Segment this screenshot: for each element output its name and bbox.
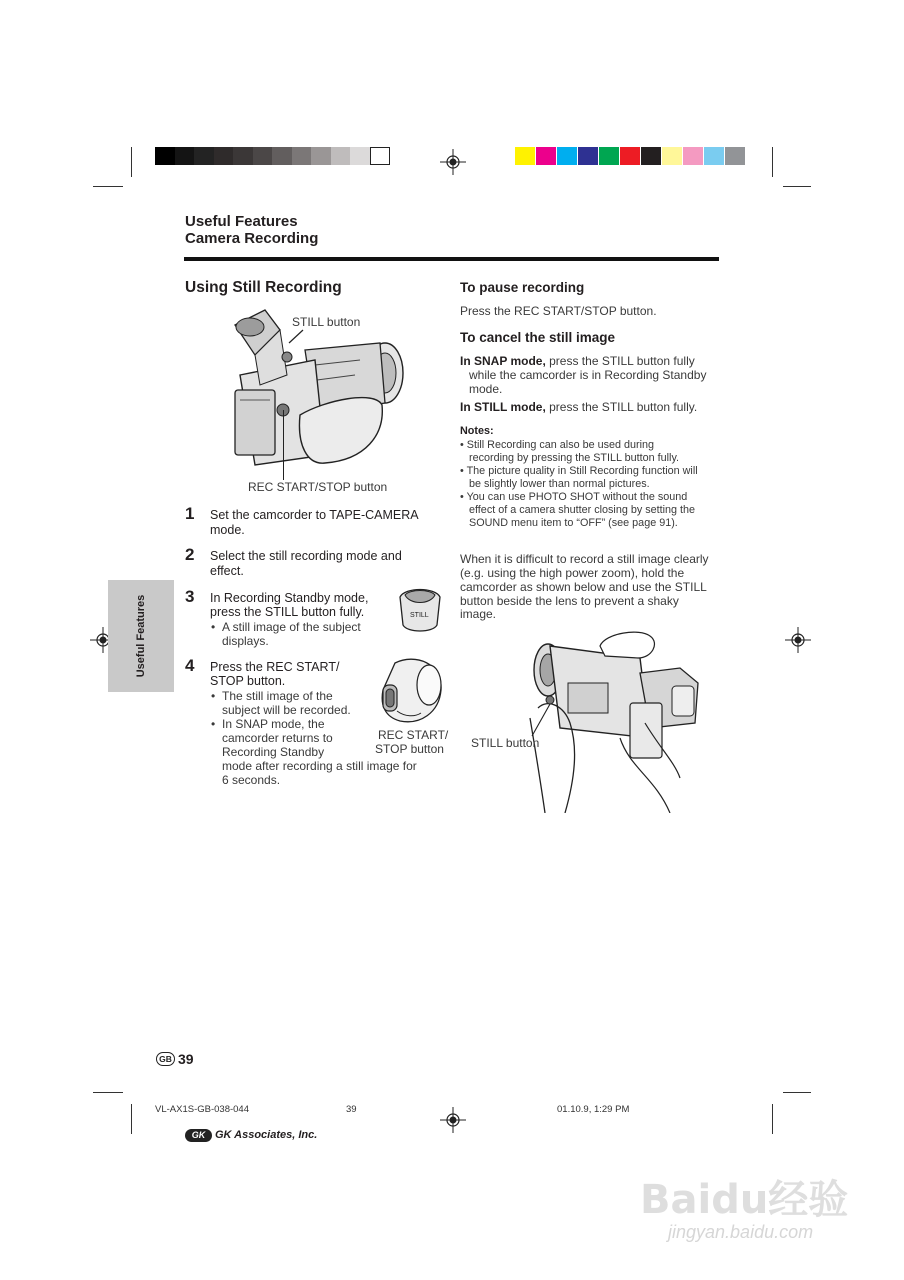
side-tab — [108, 580, 174, 692]
step-bullet: displays. — [222, 634, 269, 648]
crop-mark — [783, 1092, 811, 1093]
gray-swatch — [292, 147, 312, 165]
color-swatch — [620, 147, 640, 165]
note-line: SOUND menu item to “OFF” (see page 91). — [469, 517, 678, 529]
note-line: • The picture quality in Still Recording function will — [460, 465, 698, 477]
rec-figure-label: REC START/ — [378, 728, 449, 742]
pause-heading: To pause recording — [460, 280, 585, 295]
crop-mark — [772, 147, 773, 177]
still-key-illustration — [395, 585, 445, 635]
color-swatch — [536, 147, 556, 165]
print-datetime: 01.10.9, 1:29 PM — [557, 1104, 630, 1115]
step-bullet: mode after recording a still image for — [222, 759, 417, 773]
hands-camcorder-illustration — [520, 628, 710, 813]
paragraph-line: image. — [460, 607, 497, 621]
still-mode-text: press the STILL button fully. — [545, 400, 698, 414]
snap-mode-text: press the STILL button fully — [545, 354, 695, 368]
note-line: • You can use PHOTO SHOT without the sound — [460, 491, 688, 503]
note-line: recording by pressing the STILL button fully. — [469, 452, 680, 464]
crop-mark — [772, 1104, 773, 1134]
step-number: 3 — [185, 587, 195, 606]
step-text: STOP button. — [210, 674, 286, 688]
gray-swatch — [311, 147, 331, 165]
notes-title: Notes: — [460, 425, 494, 437]
crop-mark — [131, 147, 132, 177]
step-text: Select the still recording mode and effect. — [210, 549, 402, 578]
pause-text: Press the REC START/STOP button. — [460, 304, 657, 318]
step-text: Set the camcorder to TAPE-CAMERA mode. — [210, 508, 418, 537]
step-number: 1 — [185, 504, 195, 523]
rec-button-callout: REC START/STOP button — [248, 480, 388, 494]
bullet-dot: • — [211, 689, 216, 703]
gray-swatch — [214, 147, 234, 165]
header-rule — [184, 257, 719, 261]
color-swatch — [578, 147, 598, 165]
paragraph-line: button beside the lens to prevent a shaky — [460, 594, 679, 608]
gray-swatch — [370, 147, 390, 165]
note-line: be slightly lower than normal pictures. — [469, 478, 650, 490]
step-number: 2 — [185, 545, 195, 564]
color-swatch — [557, 147, 577, 165]
side-tab-label: Useful Features — [135, 594, 147, 678]
color-swatch — [725, 147, 745, 165]
still-key-label: STILL — [410, 612, 429, 619]
camcorder-illustration — [225, 305, 410, 485]
snap-mode-text: while the camcorder is in Recording Standby — [469, 368, 707, 382]
sheet-number: 39 — [346, 1104, 357, 1115]
still-mode-bold: In STILL mode, — [460, 400, 546, 414]
note-line: effect of a camera shutter closing by setting the — [469, 504, 696, 516]
file-name: VL-AX1S-GB-038-044 — [155, 1104, 249, 1115]
rec-callout-line — [283, 410, 284, 480]
watermark-url: jingyan.baidu.com — [668, 1222, 814, 1242]
paragraph-line: camcorder as shown below and use the STILL — [460, 580, 707, 594]
step-bullet: In SNAP mode, the — [222, 717, 325, 731]
note-line: • Still Recording can also be used during — [460, 439, 655, 451]
bullet-dot: • — [211, 717, 216, 731]
step-bullet: subject will be recorded. — [222, 703, 351, 717]
color-swatch — [599, 147, 619, 165]
step-bullet: Recording Standby — [222, 745, 325, 759]
color-swatch — [662, 147, 682, 165]
publisher-name: GK Associates, Inc. — [215, 1129, 318, 1141]
page-title: Using Still Recording — [185, 279, 342, 296]
paragraph-line: When it is difficult to record a still image clearly — [460, 552, 709, 566]
rec-figure-label: STOP button — [375, 742, 444, 756]
gray-swatch — [175, 147, 195, 165]
publisher-logo: GK — [185, 1129, 212, 1142]
gray-swatch — [233, 147, 253, 165]
gray-swatch — [350, 147, 370, 165]
step-bullet: The still image of the — [222, 689, 333, 703]
snap-mode-text: mode. — [469, 382, 503, 396]
crop-mark — [131, 1104, 132, 1134]
color-swatch — [641, 147, 661, 165]
color-swatch — [704, 147, 724, 165]
still-button-callout: STILL button — [292, 315, 361, 329]
subsection-heading: Camera Recording — [185, 230, 319, 247]
gb-badge: GB — [156, 1052, 175, 1066]
step-number: 4 — [185, 656, 195, 675]
crop-mark — [783, 186, 811, 187]
gray-swatch — [155, 147, 175, 165]
gray-swatch — [272, 147, 292, 165]
color-swatch — [515, 147, 535, 165]
crop-mark — [93, 186, 123, 187]
still-button-callout: STILL button — [471, 736, 540, 750]
paragraph-line: (e.g. using the high power zoom), hold the — [460, 566, 685, 580]
snap-mode-line — [460, 354, 695, 368]
still-mode-line — [460, 400, 697, 414]
gray-swatch — [194, 147, 214, 165]
registration-mark-icon — [783, 625, 813, 655]
step-bullet: A still image of the subject — [222, 620, 361, 634]
bullet-dot: • — [211, 620, 216, 634]
registration-mark-icon — [438, 1105, 468, 1135]
step-text: Press the REC START/ — [210, 660, 340, 674]
rec-button-illustration — [375, 655, 445, 727]
color-swatch — [683, 147, 703, 165]
step-bullet: camcorder returns to — [222, 731, 333, 745]
cancel-heading: To cancel the still image — [460, 330, 616, 345]
page-number: 39 — [178, 1051, 194, 1067]
registration-mark-icon — [438, 147, 468, 177]
step-text: press the STILL button fully. — [210, 605, 365, 619]
step-bullet: 6 seconds. — [222, 773, 281, 787]
gray-swatch — [331, 147, 351, 165]
section-heading: Useful Features — [185, 213, 298, 230]
crop-mark — [93, 1092, 123, 1093]
snap-mode-bold: In SNAP mode, — [460, 354, 546, 368]
watermark-logo: Baidu经验 — [640, 1177, 849, 1223]
step-text: In Recording Standby mode, — [210, 591, 369, 605]
gray-swatch — [253, 147, 273, 165]
